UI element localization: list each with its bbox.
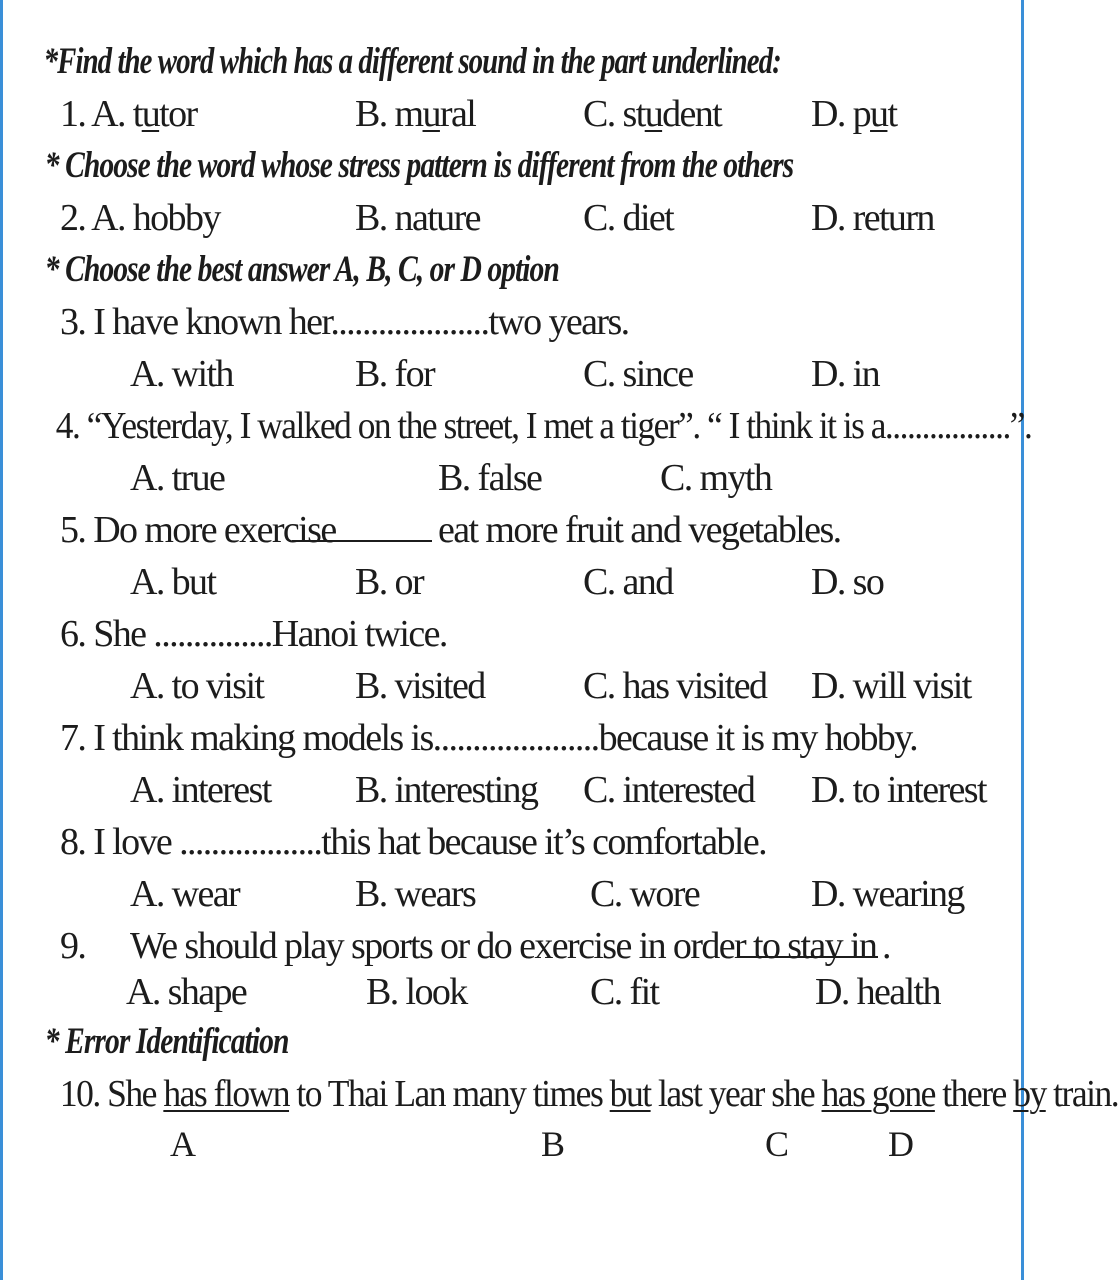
q9-stem-start: We should play sports or do exercise in order to stay in: [130, 925, 877, 967]
q9-option-a: A. shape: [126, 971, 247, 1013]
q5-stem-start: 5. Do more exercise: [60, 509, 336, 551]
q8-option-b: B. wears: [355, 873, 476, 915]
q5-option-c: C. and: [583, 561, 673, 603]
q4-option-c: C. myth: [660, 457, 772, 499]
q10-label-c: C: [765, 1124, 790, 1164]
q6-option-b: B. visited: [355, 665, 485, 707]
heading-text: * Choose the best answer A, B, C, or D option: [44, 249, 559, 290]
section-heading-pronunciation: [0, 36, 799, 88]
q5-option-a: A. but: [130, 561, 216, 603]
question-5-stem: [0, 504, 1024, 556]
heading-text: * Error Identification: [44, 1021, 289, 1062]
q7-stem-text: 7. I think making models is.....................because it is my hobby.: [60, 717, 918, 759]
q4-stem-text: 4. “Yesterday, I walked on the street, I met a tiger”. “ I think it is a.................”.: [55, 405, 1032, 447]
q10-sentence: 10. She has flown to Thai Lan many times but last year she has gone there by train.: [59, 1073, 1118, 1115]
q1-option-c: C. student: [583, 93, 722, 135]
q6-stem-text: 6. She ...............Hanoi twice.: [60, 613, 447, 655]
q4-option-b: B. false: [438, 457, 542, 499]
question-3-options: [0, 348, 1024, 400]
q5-blank: [292, 504, 432, 556]
q8-option-d: D. wearing: [811, 873, 964, 915]
q2-option-a: 2. A. hobby: [60, 197, 220, 239]
question-10-labels: [0, 1118, 1024, 1170]
question-9-options: [0, 966, 1024, 1018]
heading-text: *Find the word which has a different sound in the part underlined:: [43, 41, 781, 82]
q7-option-b: B. interesting: [355, 769, 538, 811]
q10-label-b: B: [541, 1124, 566, 1164]
q8-stem-text: 8. I love ..................this hat because it’s comfortable.: [60, 821, 766, 863]
section-heading-stress: [0, 140, 819, 192]
question-6-stem: [0, 608, 1024, 660]
q3-option-d: D. in: [811, 353, 880, 395]
q5-option-d: D. so: [811, 561, 884, 603]
question-5-options: [0, 556, 1024, 608]
question-8-stem: [0, 816, 1024, 868]
q3-option-b: B. for: [355, 353, 435, 395]
question-9-stem: [0, 920, 1024, 972]
q3-option-c: C. since: [583, 353, 693, 395]
question-6-options: [0, 660, 1024, 712]
q7-option-a: A. interest: [130, 769, 271, 811]
q1-option-a: 1. A. tutor: [60, 93, 197, 135]
q3-option-a: A. with: [130, 353, 233, 395]
q5-option-b: B. or: [355, 561, 424, 603]
question-8-options: [0, 868, 1024, 920]
q3-stem-text: 3. I have known her....................two years.: [60, 301, 629, 343]
q9-number: 9.: [60, 925, 86, 967]
q2-option-b: B. nature: [355, 197, 480, 239]
q9-stem-end: .: [882, 925, 890, 967]
q9-option-d: D. health: [815, 971, 940, 1013]
section-heading-error-identification: [0, 1016, 819, 1068]
q9-option-c: C. fit: [590, 971, 659, 1013]
heading-text: * Choose the word whose stress pattern is different from the others: [44, 145, 794, 186]
q8-option-c: C. wore: [590, 873, 700, 915]
question-4-options: [0, 452, 1024, 504]
q7-option-d: D. to interest: [811, 769, 986, 811]
question-7-stem: [0, 712, 1024, 764]
q2-option-d: D. return: [811, 197, 934, 239]
section-heading-best-answer: [0, 244, 819, 296]
q4-option-a: A. true: [130, 457, 225, 499]
q10-label-a: A: [170, 1124, 196, 1164]
q7-option-c: C. interested: [583, 769, 755, 811]
question-1: [0, 88, 1024, 140]
q6-option-c: C. has visited: [583, 665, 767, 707]
q6-option-d: D. will visit: [811, 665, 971, 707]
q6-option-a: A. to visit: [130, 665, 264, 707]
q1-option-b: B. mural: [355, 93, 476, 135]
q9-option-b: B. look: [366, 971, 467, 1013]
q5-stem-end: eat more fruit and vegetables.: [438, 509, 841, 551]
q10-label-d: D: [888, 1124, 914, 1164]
question-10-stem: [0, 1068, 1118, 1120]
question-2: [0, 192, 1024, 244]
question-3-stem: [0, 296, 1024, 348]
question-4-stem: [0, 400, 1032, 452]
q1-option-d: D. put: [811, 93, 897, 135]
q9-blank: [738, 920, 878, 972]
question-7-options: [0, 764, 1024, 816]
q8-option-a: A. wear: [130, 873, 240, 915]
q2-option-c: C. diet: [583, 197, 674, 239]
